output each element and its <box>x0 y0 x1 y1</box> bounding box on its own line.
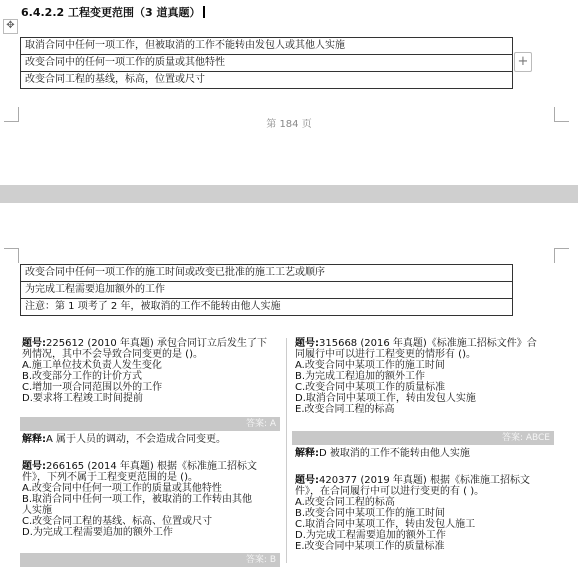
option-item: 人实施 <box>22 505 52 516</box>
option-item: B.取消合同中任何一项工作，被取消的工作转由其他 <box>22 494 253 505</box>
option-item: D.为完成工程需要追加的额外工作 <box>22 527 173 538</box>
table-cell[interactable]: 为完成工程需要追加额外的工作 <box>21 282 513 299</box>
explanation-label: 解释: <box>295 448 319 459</box>
option-item: C.改变合同工程的基线、标高、位置或尺寸 <box>22 516 213 527</box>
explanation <box>295 448 557 459</box>
page-corner-mark <box>554 248 569 263</box>
section-heading-text: 6.4.2.2 工程变更范围（3 道真题） <box>21 6 201 19</box>
table-row <box>21 72 513 89</box>
option-item: C.改变合同中某项工作的质量标准 <box>295 382 446 393</box>
question-text: 315668 (2016 年真题)《标准施工招标文件》合 <box>319 338 537 349</box>
question-text: 件》，在合同履行中可以进行变更的有 ( )。 <box>295 486 485 497</box>
question-block <box>22 338 284 404</box>
page-corner-mark <box>4 248 19 263</box>
answer-bar: 答案: ABCE <box>292 431 554 445</box>
answer-bar: 答案: B <box>20 553 280 567</box>
option-item: B.为完成工程追加的额外工作 <box>295 371 426 382</box>
question-label: 题号: <box>295 475 319 486</box>
text-cursor <box>203 6 205 18</box>
change-scope-table-top <box>20 37 513 89</box>
option-item: C.增加一项合同范围以外的工作 <box>22 382 163 393</box>
table-row <box>21 265 513 282</box>
question-text: 同履行中可以进行工程变更的情形有 ()。 <box>295 349 476 360</box>
option-item: A.改变合同中某项工作的施工时间 <box>295 360 445 371</box>
table-cell[interactable]: 改变合同工程的基线，标高，位置或尺寸 <box>21 72 513 89</box>
option-item: D.取消合同中某项工作，转由发包人实施 <box>295 393 476 404</box>
option-item: A.施工单位技术负责人发生变化 <box>22 360 162 371</box>
table-cell[interactable]: 注意：第 1 项考了 2 年，被取消的工作不能转由他人实施 <box>21 299 513 316</box>
page-number: 第 184 页 <box>266 119 312 130</box>
option-item: B.改变部分工作的计价方式 <box>22 371 143 382</box>
table-row <box>21 38 513 55</box>
table-cell[interactable]: 取消合同中任何一项工作，但被取消的工作不能转由发包人或其他人实施 <box>21 38 513 55</box>
option-item: B.改变合同中某项工作的施工时间 <box>295 508 446 519</box>
explanation-label: 解释: <box>22 434 46 445</box>
question-block <box>295 338 557 415</box>
question-text: 420377 (2019 年真题) 根据《标准施工招标文 <box>319 475 530 486</box>
table-move-handle-icon[interactable]: ✥ <box>3 19 18 34</box>
question-label: 题号: <box>22 338 46 349</box>
explanation-text: D 被取消的工作不能转由他人实施 <box>319 448 470 459</box>
option-item: E.改变合同工程的标高 <box>295 404 395 415</box>
question-label: 题号: <box>295 338 319 349</box>
question-text: 225612 (2010 年真题) 承包合同订立后发生了下 <box>46 338 267 349</box>
option-item: D.要求将工程竣工时间提前 <box>22 393 143 404</box>
answer-bar: 答案: A <box>20 417 280 431</box>
change-scope-table-bottom <box>20 264 513 316</box>
column-divider <box>286 338 287 563</box>
question-block <box>295 475 557 552</box>
table-row <box>21 55 513 72</box>
option-item: A.改变合同中任何一项工作的质量或其他特性 <box>22 483 222 494</box>
table-cell[interactable]: 改变合同中的任何一项工作的质量或其他特性 <box>21 55 513 72</box>
table-cell[interactable]: 改变合同中任何一项工作的施工时间或改变已批准的施工工艺或顺序 <box>21 265 513 282</box>
option-item: C.取消合同中某项工作，转由发包人施工 <box>295 519 476 530</box>
add-row-button[interactable]: + <box>514 52 532 72</box>
question-text: 266165 (2014 年真题) 根据《标准施工招标文 <box>46 461 257 472</box>
table-row <box>21 299 513 316</box>
option-item: E.改变合同中某项工作的质量标准 <box>295 541 445 552</box>
page-gap <box>0 185 578 203</box>
table-row <box>21 282 513 299</box>
option-item: A.改变合同工程的标高 <box>295 497 395 508</box>
explanation <box>22 434 284 445</box>
question-label: 题号: <box>22 461 46 472</box>
question-block <box>22 461 284 538</box>
section-heading <box>21 4 205 20</box>
explanation-text: A 属于人员的调动，不会造成合同变更。 <box>46 434 227 445</box>
option-item: D.为完成工程需要追加的额外工作 <box>295 530 446 541</box>
question-text: 列情况，其中不会导致合同变更的是 ()。 <box>22 349 203 360</box>
question-text: 件》，下列不属于工程变更范围的是 ()。 <box>22 472 198 483</box>
